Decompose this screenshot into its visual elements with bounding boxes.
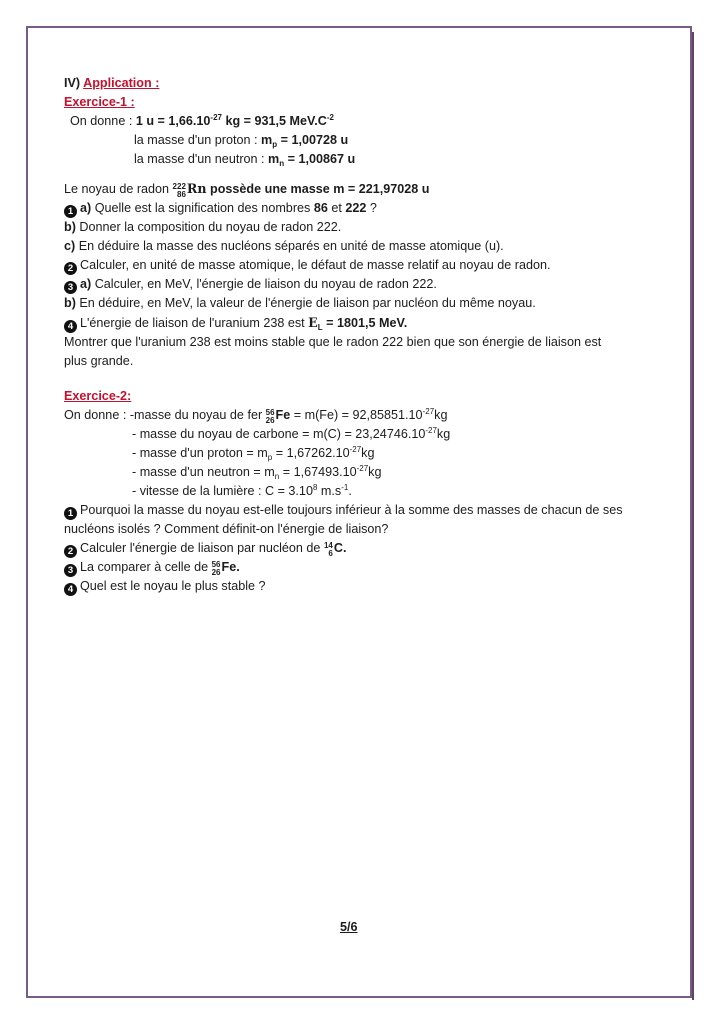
ex2-given-light-speed: - vitesse de la lumière : $C = 3.10^8$ $m.s^{-1}$.	[132, 483, 352, 498]
question-number-badge: 4	[64, 320, 77, 333]
ex1-given-unit: On donne : 1 $u = 1,66.10^{-27}$ kg = 931,5 $MeV.C^{-2}$	[70, 113, 334, 128]
question-number-badge: 3	[64, 281, 77, 294]
carbon-nuclide-numbers: 14 6	[323, 541, 333, 558]
ex2-question-3: 3 La comparer à celle de 56 26 Fe.	[64, 558, 664, 577]
ex2-question-1: 1 Pourquoi la masse du noyau est-elle toujours inférieur à la somme des masses de chacun de ses nucléons isolés ? Comment définit-on l'énergie de liaison?	[64, 503, 623, 536]
iron-nuclide-numbers: 56 26	[265, 408, 275, 425]
ex2-given-proton: - masse d'un proton = $m_p = 1,67262.10^{-27}kg$	[132, 445, 375, 462]
radon-nuclide-numbers: 222 86	[172, 182, 186, 199]
ex1-question-4: 4 L'énergie de liaison de l'uranium 238 est $E_L = 1801,5$ MeV.	[64, 313, 664, 333]
ex2-given-carbon: - masse du noyau de carbone = $m(C) = 23,24746.10^{-27}kg$	[132, 426, 451, 441]
ex2-given-neutron: - masse d'un neutron = $m_n = 1,67493.10^{-27}kg$	[132, 464, 382, 481]
section-title-label: Application :	[83, 76, 160, 90]
question-number-badge: 2	[64, 262, 77, 275]
ex1-question-1c: c) En déduire la masse des nucléons séparés en unité de masse atomique (u).	[64, 239, 504, 253]
ex1-question-4-text: Montrer que l'uranium 238 est moins stable que le radon 222 bien que son énergie de liaison est plus grande.	[64, 335, 602, 368]
question-number-badge: 1	[64, 205, 77, 218]
exercise-2-title: Exercice-2:	[64, 389, 132, 403]
ex1-question-3a: 3 a) Calculer, en MeV, l'énergie de liaison du noyau de radon 222.	[64, 275, 664, 294]
question-number-badge: 4	[64, 583, 77, 596]
ex2-given-iron: On donne : -masse du noyau de fer 56 26 $Fe = m(Fe) = 92,85851.10^{-27}kg$	[64, 407, 448, 425]
document-body	[64, 74, 664, 596]
ex2-question-2: 2 Calculer l'énergie de liaison par nucléon de 14 6 C.	[64, 539, 664, 558]
ex1-question-1a: 1 a) Quelle est la signification des nombres 86 et 222 ?	[64, 199, 664, 218]
page-number: 5/6	[340, 920, 358, 934]
iron-nuclide-numbers: 56 26	[211, 560, 221, 577]
question-number-badge: 2	[64, 545, 77, 558]
ex1-given-proton: la masse d'un proton : $m_p = 1,00728$ u	[134, 133, 349, 149]
ex1-question-3b: b) En déduire, en MeV, la valeur de l'énergie de liaison par nucléon du même noyau.	[64, 296, 536, 310]
ex1-question-1b: b) Donner la composition du noyau de radon 222.	[64, 220, 342, 234]
ex1-radon-statement: Le noyau de radon 222 86 Rn possède une masse m = 221,97028 u	[64, 181, 430, 199]
ex1-given-neutron: la masse d'un neutron : $m_n = 1,00867$ u	[134, 152, 356, 168]
ex1-question-2: 2 Calculer, en unité de masse atomique, le défaut de masse relatif au noyau de radon.	[64, 256, 664, 275]
exercise-1-title: Exercice-1 :	[64, 95, 135, 109]
question-number-badge: 1	[64, 507, 77, 520]
section-title: IV) Application :	[64, 76, 160, 90]
question-number-badge: 3	[64, 564, 77, 577]
ex2-question-4: 4 Quel est le noyau le plus stable ?	[64, 577, 664, 596]
